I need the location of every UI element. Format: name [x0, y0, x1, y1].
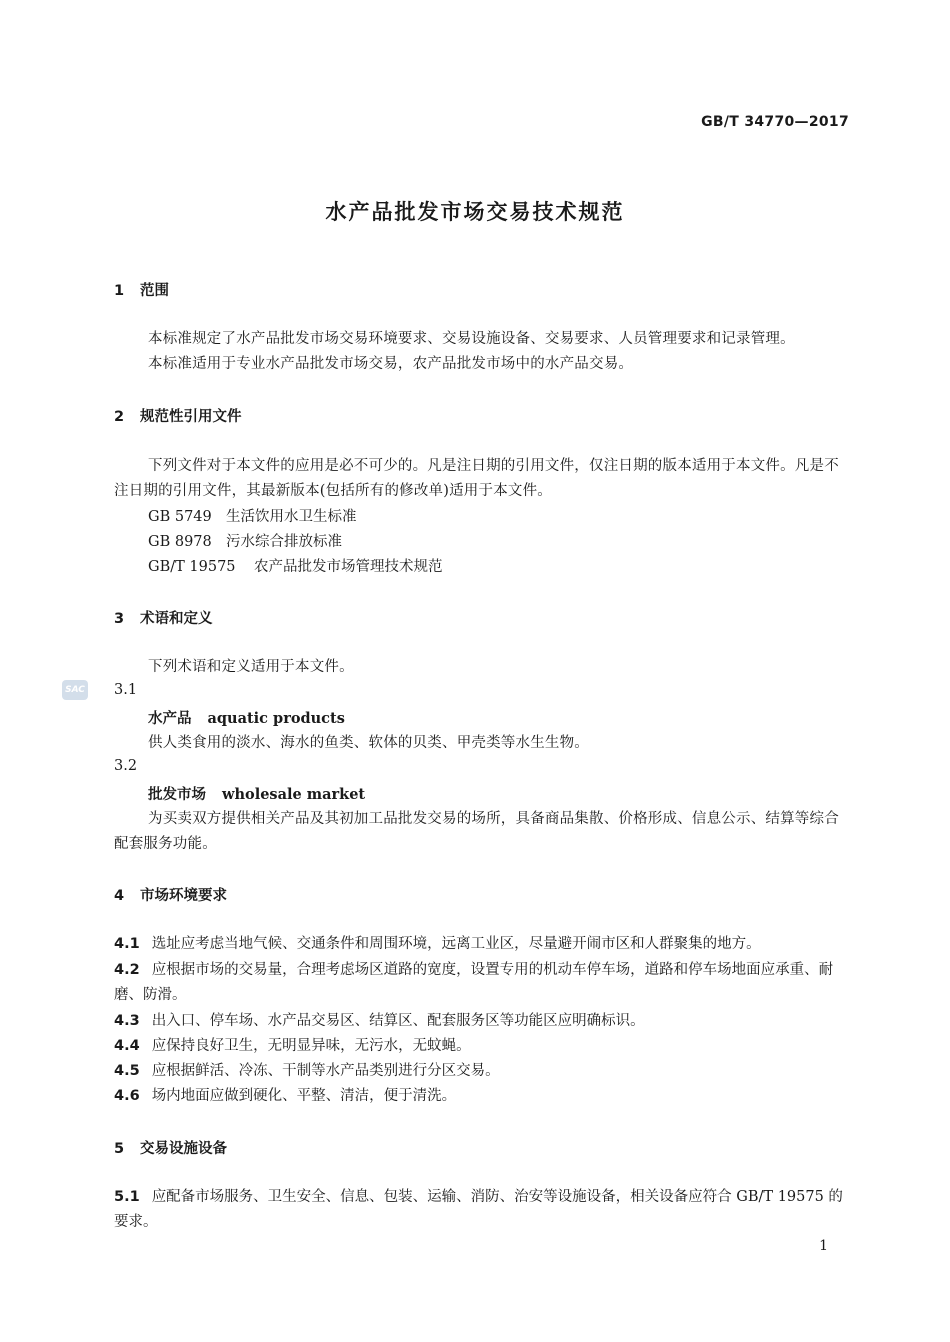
paragraph: 下列文件对于本文件的应用是必不可少的。凡是注日期的引用文件，仅注日期的版本适用于本文件。凡是不注日期的引用文件，其最新版本(包括所有的修改单)适用于本文件。: [114, 458, 839, 499]
clause-text: 应根据鲜活、冷冻、干制等水产品类别进行分区交易。: [151, 1063, 500, 1079]
section-title: 范围: [140, 283, 169, 299]
section-number: 4: [114, 888, 125, 904]
reference-code: GB/T 19575: [148, 559, 236, 575]
document-title: 水产品批发市场交易技术规范: [325, 200, 625, 224]
term-number: 3.1: [114, 682, 138, 698]
clause-number: 4.1: [114, 936, 140, 952]
clause-text: 应保持良好卫生，无明显异味，无污水，无蚊蝇。: [151, 1038, 471, 1054]
reference-name: 农产品批发市场管理技术规范: [254, 559, 443, 575]
section-title: 交易设施设备: [140, 1141, 227, 1157]
section-title: 术语和定义: [140, 611, 213, 627]
clause: [114, 958, 850, 1008]
term-zh: 批发市场: [148, 787, 206, 803]
section-number: 5: [114, 1141, 125, 1157]
term-zh: 水产品: [148, 711, 192, 727]
paragraph: 下列术语和定义适用于本文件。: [148, 659, 354, 675]
section-title: 规范性引用文件: [140, 409, 242, 425]
clause-number: 4.5: [114, 1063, 140, 1079]
clause: [114, 1059, 850, 1084]
term-heading: [148, 707, 345, 728]
section-number: 1: [114, 283, 125, 299]
clause-number: 4.3: [114, 1013, 140, 1029]
term-en: aquatic products: [207, 710, 345, 727]
normative-reference: [148, 530, 342, 551]
clause: [114, 1034, 850, 1059]
clause-text: 选址应考虑当地气候、交通条件和周围环境，远离工业区，尽量避开闹市区和人群聚集的地方。: [151, 936, 761, 952]
normative-reference: [148, 555, 443, 576]
term-definition: 为买卖双方提供相关产品及其初加工品批发交易的场所，具备商品集散、价格形成、信息公示、结算等综合配套服务功能。: [114, 811, 839, 852]
section-1-heading: [114, 279, 169, 300]
clause: [114, 1185, 850, 1235]
clause-text: 场内地面应做到硬化、平整、清洁，便于清洗。: [151, 1088, 457, 1104]
section-number: 2: [114, 409, 125, 425]
clause-text: 出入口、停车场、水产品交易区、结算区、配套服务区等功能区应明确标识。: [151, 1013, 645, 1029]
section-5-heading: [114, 1137, 227, 1158]
clause: [114, 932, 850, 957]
section-3-heading: [114, 607, 213, 628]
reference-name: 污水综合排放标准: [226, 534, 342, 550]
term-number: 3.2: [114, 758, 138, 774]
standard-code: GB/T 34770—2017: [701, 114, 849, 130]
reference-name: 生活饮用水卫生标准: [226, 509, 357, 525]
section-4-heading: [114, 884, 227, 905]
clause-number: 4.6: [114, 1088, 140, 1104]
clause: [114, 1084, 850, 1109]
paragraph: 本标准适用于专业水产品批发市场交易，农产品批发市场中的水产品交易。: [148, 356, 634, 372]
reference-code: GB 5749: [148, 509, 212, 525]
section-number: 3: [114, 611, 125, 627]
section-title: 市场环境要求: [140, 888, 227, 904]
page-number: 1: [819, 1238, 828, 1254]
clause-text: 应配备市场服务、卫生安全、信息、包装、运输、消防、治安等设施设备，相关设备应符合 GB/T 19575 的要求。: [114, 1189, 843, 1230]
term-en: wholesale market: [222, 786, 366, 803]
clause: [114, 1009, 850, 1034]
clause-number: 4.4: [114, 1038, 140, 1054]
term-definition: 供人类食用的淡水、海水的鱼类、软体的贝类、甲壳类等水生生物。: [148, 735, 589, 751]
section-2-heading: [114, 405, 242, 426]
clause-number: 5.1: [114, 1189, 140, 1205]
normative-reference: [148, 505, 357, 526]
paragraph: 本标准规定了水产品批发市场交易环境要求、交易设施设备、交易要求、人员管理要求和记录管理。: [148, 331, 795, 347]
clause-number: 4.2: [114, 962, 140, 978]
reference-code: GB 8978: [148, 534, 212, 550]
clause-text: 应根据市场的交易量，合理考虑场区道路的宽度，设置专用的机动车停车场，道路和停车场地面应承重、耐磨、防滑。: [114, 962, 834, 1003]
term-heading: [148, 783, 365, 804]
sac-watermark: SAC: [62, 680, 88, 700]
